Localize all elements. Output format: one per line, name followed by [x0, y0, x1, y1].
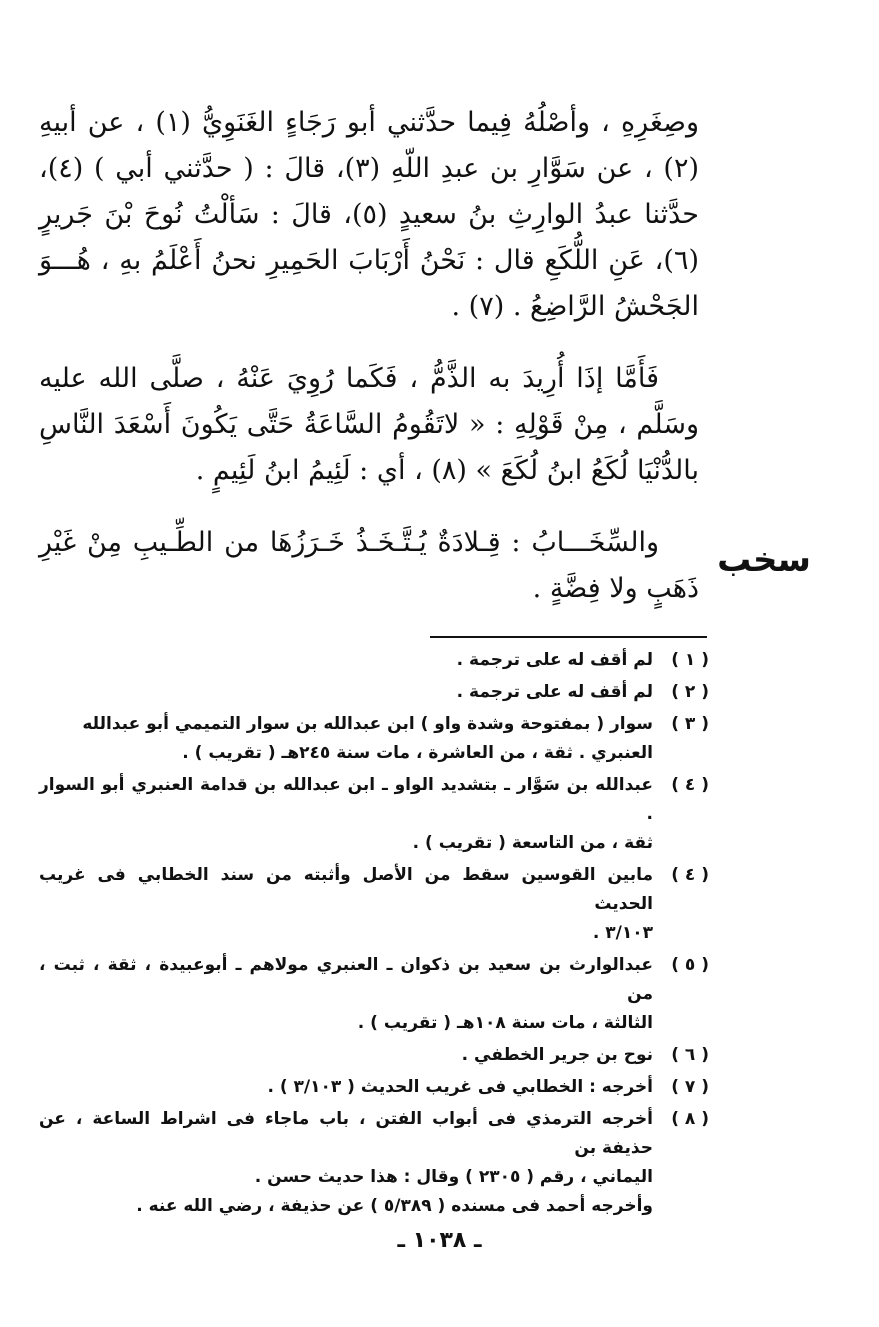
- footnote: [39, 861, 709, 948]
- footnote-number: ( ٢ ): [671, 682, 709, 702]
- footnote: [39, 710, 709, 768]
- footnote-text: [39, 1041, 653, 1070]
- footnote-divider: [430, 636, 707, 638]
- footnote-number: ( ٤ ): [671, 775, 709, 795]
- footnote-line: سوار ( بمفتوحة وشدة واو ) ابن عبدالله بن سوار التميمي أبو عبدالله: [82, 714, 653, 734]
- footnote-line: مابين القوسين سقط من الأصل وأثبته من سند الخطابي فى غريب الحديث: [39, 865, 653, 914]
- footnote-number: ( ٤ ): [671, 865, 709, 885]
- margin-keyword: سخب: [717, 540, 811, 580]
- footnote: [39, 1041, 709, 1070]
- footnote-number: ( ٨ ): [671, 1109, 709, 1129]
- footnote-text: [39, 1105, 653, 1221]
- page-number: ـ ١٠٣٨ ـ: [397, 1228, 482, 1253]
- footnotes: [39, 646, 709, 1224]
- footnote-line: العنبري . ثقة ، من العاشرة ، مات سنة ٢٤٥هـ ( تقريب ) .: [182, 743, 653, 763]
- footnote-line: ٣/١٠٣ .: [592, 923, 653, 943]
- footnote-line: نوح بن جرير الخطفي .: [461, 1045, 653, 1065]
- footnote: [39, 1073, 709, 1102]
- footnote-text: [39, 678, 653, 707]
- footnote-line: لم أقف له على ترجمة .: [456, 682, 653, 702]
- paragraph: والسِّخَـــابُ : قِـلادَةٌ يُـتَّـخَـذُ خَـرَزُهَا من الطِّـيبِ مِنْ غَيْرِ ذَهَبٍ ولا فِضَّةٍ .: [39, 527, 699, 604]
- footnote: [39, 678, 709, 707]
- footnote-line: الثالثة ، مات سنة ١٠٨هـ ( تقريب ) .: [357, 1013, 653, 1033]
- footnote-text: [39, 1073, 653, 1102]
- footnote-line: عبدالله بن سَوَّار ـ بتشديد الواو ـ ابن عبدالله بن قدامة العنبري أبو السوار .: [39, 775, 653, 824]
- footnote-number: ( ٣ ): [671, 714, 709, 734]
- main-text: [39, 100, 699, 638]
- footnote-number: ( ١ ): [671, 650, 709, 670]
- footnote-text: [39, 771, 653, 858]
- footnote-line: أخرجه : الخطابي فى غريب الحديث ( ٣/١٠٣ ) .: [267, 1077, 653, 1097]
- footnote: [39, 951, 709, 1038]
- footnote: [39, 646, 709, 675]
- paragraph: فَأَمَّا إذَا أُرِيدَ به الذَّمُّ ، فَكَما رُوِيَ عَنْهُ ، صلَّى الله عليه وسَلَّم ، مِنْ قَوْلِهِ : « لاتَقُومُ السَّاعَةُ حَتَّى يَكُونَ أَسْعَدَ النَّاسِ بالدُّنْيَا لُكَعُ ابنُ لُكَعَ » (٨) ، أي : لَئِيمُ ابنُ لَئِيمٍ .: [39, 363, 699, 486]
- footnote: [39, 1105, 709, 1221]
- footnote-text: [39, 951, 653, 1038]
- footnote-line: أخرجه الترمذي فى أبواب الفتن ، باب ماجاء فى اشراط الساعة ، عن حذيفة بن: [39, 1109, 653, 1158]
- footnote-number: ( ٥ ): [671, 955, 709, 975]
- footnote-number: ( ٦ ): [671, 1045, 709, 1065]
- footnote: [39, 771, 709, 858]
- paragraph: وصِغَرِهِ ، وأصْلُهُ فِيما حدَّثني أبو رَجَاءٍ الغَنَوِيُّ (١) ، عن أبيهِ (٢) ، عن سَوَّارِ بن عبدِ اللّهِ (٣)، قالَ : ( حدَّثني أبي ) (٤)، حدَّثنا عبدُ الوارِثِ بنُ سعيدٍ (٥)، قالَ : سَألْتُ نُوحَ بْنَ جَريرٍ (٦)، عَنِ اللُّكَعِ قال : نَحْنُ أَرْبَابَ الحَمِيرِ نحنُ أَعْلَمُ بهِ ، هُـــوَ الجَحْشُ الرَّاضِعُ . (٧) .: [39, 107, 700, 322]
- footnote-text: [39, 710, 653, 768]
- footnote-line: عبدالوارث بن سعيد بن ذكوان ـ العنبري مولاهم ـ أبوعبيدة ، ثقة ، ثبت ، من: [39, 955, 653, 1004]
- footnote-number: ( ٧ ): [671, 1077, 709, 1097]
- footnote-line: لم أقف له على ترجمة .: [456, 650, 653, 670]
- footnote-line: ثقة ، من التاسعة ( تقريب ) .: [412, 833, 653, 853]
- footnote-line: اليماني ، رقم ( ٢٣٠٥ ) وقال : هذا حديث حسن .: [254, 1167, 653, 1187]
- footnote-text: [39, 861, 653, 948]
- footnote-line: وأخرجه أحمد فى مسنده ( ٥/٣٨٩ ) عن حذيفة ، رضي الله عنه .: [136, 1196, 653, 1216]
- footnote-text: [39, 646, 653, 675]
